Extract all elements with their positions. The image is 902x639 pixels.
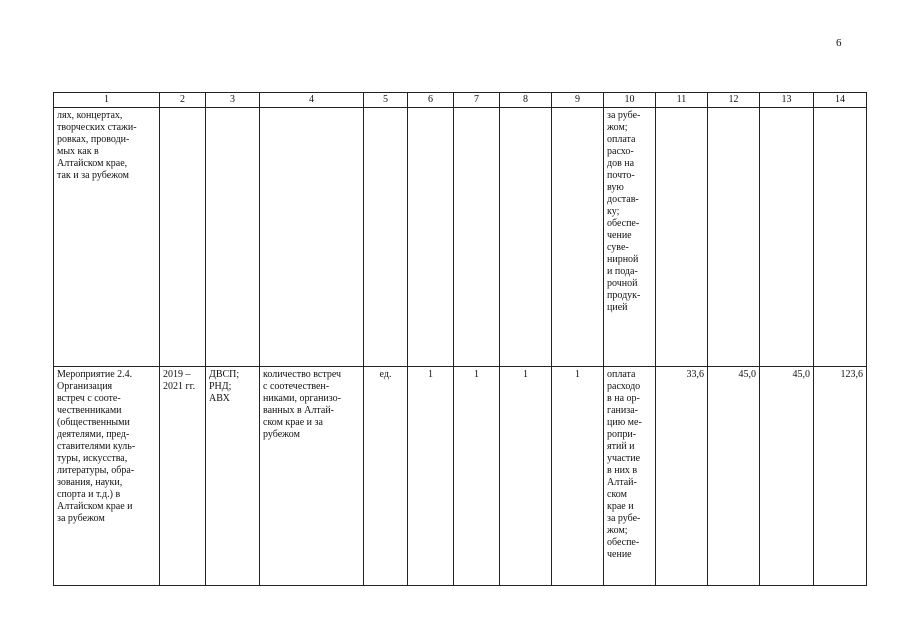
cell-amount-12: 45,0 [708, 367, 760, 586]
cell-amount-14: 123,6 [814, 367, 867, 586]
cell-value-6 [408, 108, 454, 367]
col-header-11: 11 [656, 93, 708, 108]
table-row [54, 367, 867, 586]
cell-executor: ДВСП; РНД; АВХ [206, 367, 260, 586]
col-header-13: 13 [760, 93, 814, 108]
cell-period: 2019 – 2021 гг. [160, 367, 206, 586]
col-header-9: 9 [552, 93, 604, 108]
cell-activity: Мероприятие 2.4. Организация встреч с соотe- чественниками (общественными деятелями, пред- ставителями куль- туры, искусства, литературы, обра- зования, науки, спорта и т.д.) в Алтайском крае и за рубежом [54, 367, 160, 586]
cell-activity: лях, концертах, творческих стажи- ровках, проводи- мых как в Алтайском крае, так и за рубежом [54, 108, 160, 367]
cell-period [160, 108, 206, 367]
cell-value-6: 1 [408, 367, 454, 586]
cell-unit [364, 108, 408, 367]
col-header-4: 4 [260, 93, 364, 108]
cell-executor [206, 108, 260, 367]
cell-amount-11 [656, 108, 708, 367]
cell-amount-13: 45,0 [760, 367, 814, 586]
cell-indicator: количество встреч с соотечествен- никами, организо- ванных в Алтай- ском крае и за рубежом [260, 367, 364, 586]
col-header-14: 14 [814, 93, 867, 108]
cell-expenses: за рубе- жом; оплата расхо- дов на почто- вую достав- ку; обеспе- чение суве- нирной и пода- рочной продук- цией [604, 108, 656, 367]
cell-amount-12 [708, 108, 760, 367]
col-header-12: 12 [708, 93, 760, 108]
cell-amount-14 [814, 108, 867, 367]
col-header-7: 7 [454, 93, 500, 108]
cell-value-8: 1 [500, 367, 552, 586]
col-header-8: 8 [500, 93, 552, 108]
cell-expenses: оплата расходо в на ор- ганиза- цию ме- ропри- ятий и участие в них в Алтай- ском крае и за рубе- жом; обеспе- чение [604, 367, 656, 586]
col-header-3: 3 [206, 93, 260, 108]
page-number: 6 [836, 37, 842, 49]
cell-value-8 [500, 108, 552, 367]
header-row [54, 93, 867, 108]
cell-value-9: 1 [552, 367, 604, 586]
document-table [53, 92, 867, 586]
cell-indicator [260, 108, 364, 367]
cell-unit: ед. [364, 367, 408, 586]
cell-value-7: 1 [454, 367, 500, 586]
cell-value-7 [454, 108, 500, 367]
cell-amount-13 [760, 108, 814, 367]
col-header-6: 6 [408, 93, 454, 108]
col-header-2: 2 [160, 93, 206, 108]
col-header-5: 5 [364, 93, 408, 108]
cell-value-9 [552, 108, 604, 367]
table-row [54, 108, 867, 367]
col-header-1: 1 [54, 93, 160, 108]
col-header-10: 10 [604, 93, 656, 108]
cell-amount-11: 33,6 [656, 367, 708, 586]
